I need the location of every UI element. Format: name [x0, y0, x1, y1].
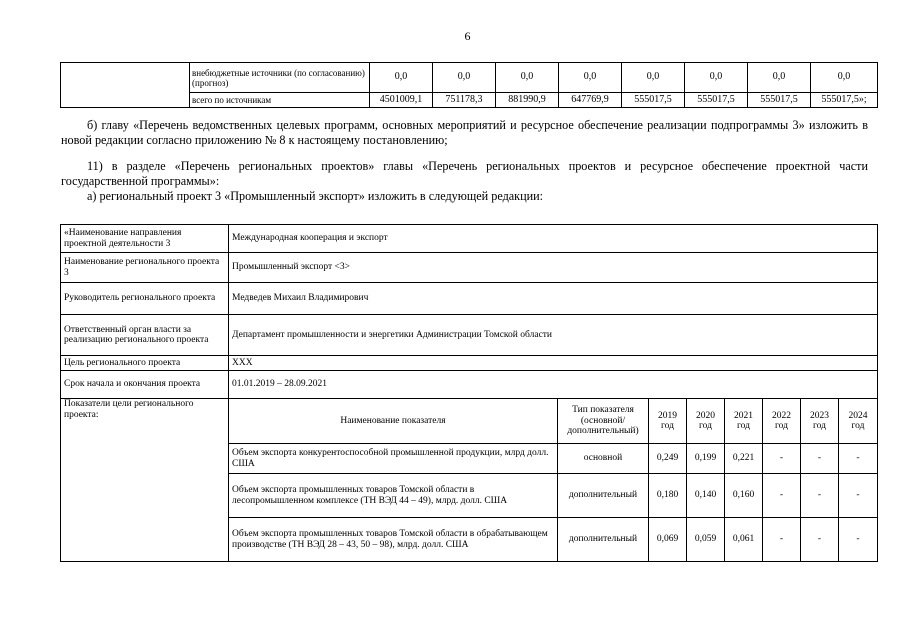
indicator-value: 0,069	[649, 518, 687, 562]
row-value: Медведев Михаил Владимирович	[229, 283, 878, 315]
value-cell: 0,0	[433, 63, 496, 93]
indicator-value: -	[839, 474, 878, 518]
indicator-name: Объем экспорта промышленных товаров Томской области в обрабатывающем производстве (ТН ВЭД 28 – 43, 50 – 98), млрд. долл. США	[229, 518, 558, 562]
table-row	[61, 253, 878, 283]
indicator-value: -	[801, 444, 839, 474]
table-row	[61, 315, 878, 356]
table-row	[61, 63, 878, 93]
indicator-value: -	[801, 518, 839, 562]
table-row	[61, 356, 878, 371]
year-header: 2019 год	[649, 399, 687, 444]
value-cell: 555017,5	[622, 93, 685, 108]
row-label: Цель регионального проекта	[61, 356, 229, 371]
value-cell: 0,0	[748, 63, 811, 93]
row-value: ХХХ	[229, 356, 878, 371]
indicator-name: Объем экспорта промышленных товаров Томской области в лесопромышленном комплексе (ТН ВЭД 44 – 49), млрд. долл. США	[229, 474, 558, 518]
value-cell: 555017,5	[685, 93, 748, 108]
indicator-value: -	[763, 474, 801, 518]
indicator-value: -	[801, 474, 839, 518]
indicators-label: Показатели цели регионального проекта:	[61, 399, 229, 562]
row-label: Наименование регионального проекта 3	[61, 253, 229, 283]
indicator-name-header: Наименование показателя	[229, 399, 558, 444]
value-cell: 647769,9	[559, 93, 622, 108]
indicator-value: 0,059	[687, 518, 725, 562]
indicator-value: -	[763, 518, 801, 562]
funding-table	[60, 62, 878, 108]
row-value: Департамент промышленности и энергетики Администрации Томской области	[229, 315, 878, 356]
value-cell: 0,0	[496, 63, 559, 93]
year-header: 2021 год	[725, 399, 763, 444]
row-label: внебюджетные источники (по согласованию) (прогноз)	[190, 63, 370, 93]
indicator-value: -	[839, 444, 878, 474]
indicator-name: Объем экспорта конкурентоспособной промышленной продукции, млрд долл. США	[229, 444, 558, 474]
row-label: всего по источникам	[190, 93, 370, 108]
value-cell: 0,0	[370, 63, 433, 93]
table-row	[61, 225, 878, 253]
regional-project-table	[60, 224, 878, 562]
year-header: 2020 год	[687, 399, 725, 444]
indicator-value: -	[763, 444, 801, 474]
value-cell: 555017,5	[748, 93, 811, 108]
indicator-value: 0,180	[649, 474, 687, 518]
value-cell: 4501009,1	[370, 93, 433, 108]
page-number: 6	[464, 29, 471, 43]
indicator-type: основной	[558, 444, 649, 474]
indicator-value: 0,061	[725, 518, 763, 562]
indicator-value: 0,249	[649, 444, 687, 474]
year-header: 2022 год	[763, 399, 801, 444]
year-header: 2024 год	[839, 399, 878, 444]
indicator-value: -	[839, 518, 878, 562]
paragraph-11: 11) в разделе «Перечень региональных проектов» главы «Перечень региональных проектов и ресурсное обеспечение проектной части государственной программы»:	[61, 159, 868, 188]
indicator-type-header: Тип показателя (основной/ дополнительный)	[558, 399, 649, 444]
value-cell: 0,0	[622, 63, 685, 93]
value-cell: 751178,3	[433, 93, 496, 108]
empty-cell	[61, 63, 190, 108]
value-cell: 0,0	[559, 63, 622, 93]
value-cell: 881990,9	[496, 93, 559, 108]
paragraph-a: а) региональный проект 3 «Промышленный экспорт» изложить в следующей редакции:	[87, 189, 544, 203]
value-cell: 555017,5»;	[811, 93, 878, 108]
paragraph-b: б) главу «Перечень ведомственных целевых программ, основных мероприятий и ресурсное обеспечение реализации подпрограммы 3» изложить в новой редакции согласно приложению № 8 к настоящему постановлению;	[61, 118, 868, 147]
row-value: Промышленный экспорт <3>	[229, 253, 878, 283]
indicator-value: 0,199	[687, 444, 725, 474]
indicator-value: 0,140	[687, 474, 725, 518]
year-header: 2023 год	[801, 399, 839, 444]
value-cell: 0,0	[811, 63, 878, 93]
indicator-value: 0,221	[725, 444, 763, 474]
indicator-type: дополнительный	[558, 474, 649, 518]
row-value: 01.01.2019 – 28.09.2021	[229, 371, 878, 399]
row-value: Международная кооперация и экспорт	[229, 225, 878, 253]
indicator-type: дополнительный	[558, 518, 649, 562]
row-label: «Наименование направления проектной деятельности 3	[61, 225, 229, 253]
row-label: Ответственный орган власти за реализацию регионального проекта	[61, 315, 229, 356]
indicator-value: 0,160	[725, 474, 763, 518]
table-row	[61, 371, 878, 399]
table-row	[61, 283, 878, 315]
indicator-header-row	[61, 399, 878, 444]
row-label: Срок начала и окончания проекта	[61, 371, 229, 399]
value-cell: 0,0	[685, 63, 748, 93]
row-label: Руководитель регионального проекта	[61, 283, 229, 315]
